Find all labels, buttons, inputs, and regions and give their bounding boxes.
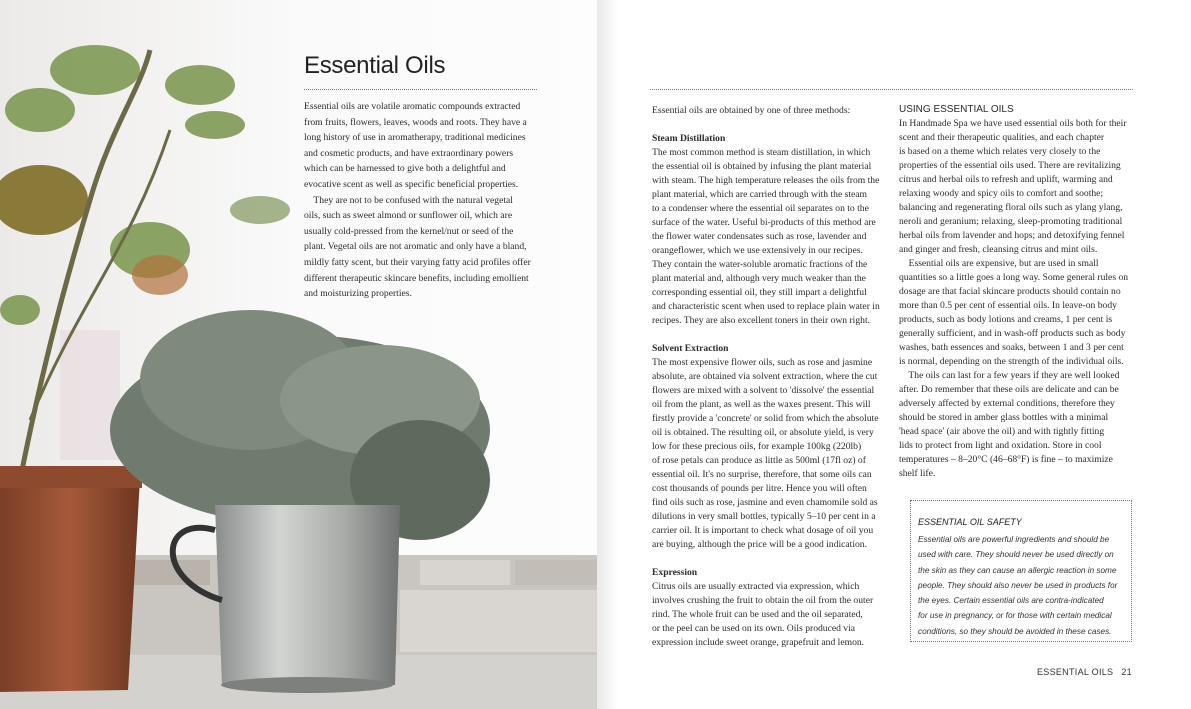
text-line: 'head space' (air above the oil) and with tightly fitting <box>899 426 1105 437</box>
footer-section: ESSENTIAL OILS <box>1036 667 1114 677</box>
text-line: expression include sweet orange, grapefruit and lemon. <box>652 637 865 648</box>
text-line: plant material and, although very much weaker than the <box>652 273 866 284</box>
text-line: the eyes. Certain essential oils are contra-indicated <box>918 596 1104 606</box>
text-line: relaxing woody and spicy oils to comfort and soothe; <box>899 188 1104 199</box>
subheading: Expression <box>652 567 698 578</box>
text-line: for use in pregnancy, or for those with certain medical <box>918 611 1112 621</box>
text-line: citrus and herbal oils to refresh and uplift, warming and <box>899 174 1113 185</box>
text-line <box>652 328 880 342</box>
text-line: herbal oils from lavender and hops; and detoxifying fennel <box>899 230 1125 241</box>
text-line: different therapeutic skincare benefits, including emollient <box>304 272 529 284</box>
text-line: is normal, depending on the strength of the individual oils. <box>899 356 1124 367</box>
text-line <box>652 552 880 566</box>
text-line: plant material, which are carried through with the steam <box>652 189 867 200</box>
text-line: evocative scent as well as specific beneficial properties. <box>304 178 519 190</box>
text-line: used with care. They should never be used directly on <box>918 550 1114 560</box>
safety-box <box>910 500 1132 642</box>
text-line: The most expensive flower oils, such as rose and jasmine <box>652 357 873 368</box>
text-line: oil is obtained. The resulting oil, or absolute yield, is very <box>652 427 874 438</box>
text-line: which can be harnessed to give both a delightful and <box>304 163 506 175</box>
text-line: dosage are that facial skincare products should contain no <box>899 286 1121 297</box>
intro-text <box>304 99 531 302</box>
text-line: conditions, so they should be avoided in these cases. <box>918 626 1112 636</box>
usage-column <box>899 117 1128 481</box>
text-line: and ginger and fresh, cleansing citrus and mint oils. <box>899 244 1098 255</box>
text-line: mildly fatty scent, but their varying fatty acid profiles offer <box>304 256 531 268</box>
text-line: Essential oils are obtained by one of three methods: <box>652 105 851 116</box>
text-line: oil from the plant, as well as the waxes present. This will <box>652 399 871 410</box>
text-line: is based on a theme which relates very closely to the <box>899 146 1101 157</box>
text-line: Essential oils are volatile aromatic compounds extracted <box>304 101 521 112</box>
safety-title: ESSENTIAL OIL SAFETY <box>918 517 1022 527</box>
text-line: low for these precious oils, for example 100kg (220lb) <box>652 441 862 452</box>
text-line: should be stored in amber glass bottles with a minimal <box>899 412 1109 423</box>
text-line: surface of the water. Useful bi-products of this method are <box>652 217 876 228</box>
text-line: usually cold-pressed from the kernel/nut or seed of the <box>304 225 514 237</box>
text-line: products, such as body lotions and creams, 1 per cent is <box>899 314 1113 325</box>
text-line: quantities so a little goes a long way. Some general rules on <box>899 272 1129 283</box>
text-line: essential oil. It's no surprise, therefore, that some oils can <box>652 469 872 480</box>
text-line: The most common method is steam distillation, in which <box>652 147 871 158</box>
text-line: of rose petals can produce as little as 500ml (17fl oz) of <box>652 455 866 466</box>
text-line: long history of use in aromatherapy, traditional medicines <box>304 132 526 144</box>
text-line: are buying, although the price will be a good indication. <box>652 539 868 550</box>
text-line: Essential oils are powerful ingredients and should be <box>918 535 1110 544</box>
text-line: after. Do remember that these oils are delicate and can be <box>899 384 1119 395</box>
text-line: Citrus oils are usually extracted via expression, which <box>652 581 860 592</box>
text-line: They are not to be confused with the natural vegetal <box>304 194 513 206</box>
text-line: more than 0.5 per cent of essential oils. In leave-on body <box>899 300 1117 311</box>
text-line: temperatures – 8–20°C (46–68°F) is fine – to maximize <box>899 454 1113 465</box>
text-line: balancing and regenerating floral oils such as ylang ylang, <box>899 202 1123 213</box>
header-divider <box>650 89 1133 90</box>
text-line: the essential oil is obtained by infusing the plant material <box>652 161 872 172</box>
text-line: oils, such as sweet almond or sunflower oil, which are <box>304 210 513 222</box>
text-line: In Handmade Spa we have used essential oils both for their <box>899 118 1127 129</box>
text-line: shelf life. <box>899 468 936 479</box>
page-number: 21 <box>1121 667 1132 677</box>
text-line: flowers are mixed with a solvent to 'dissolve' the essential <box>652 385 875 396</box>
text-line: absolute, are obtained via solvent extraction, where the cut <box>652 371 878 382</box>
title-divider <box>304 89 537 90</box>
text-line: involves crushing the fruit to obtain the oil from the outer <box>652 595 874 606</box>
text-line: from fruits, flowers, leaves, woods and roots. They have a <box>304 116 527 128</box>
text-line: and cosmetic products, and have extraordinary powers <box>304 147 514 159</box>
text-line: The oils can last for a few years if they are well looked <box>899 370 1120 381</box>
section-heading: USING ESSENTIAL OILS <box>899 104 1014 115</box>
page-title: Essential Oils <box>304 52 446 79</box>
text-line: and characteristic scent when used to replace plain water in <box>652 301 880 312</box>
subheading: Solvent Extraction <box>652 343 729 354</box>
text-line: orangeflower, which we use extensively in our recipes. <box>652 245 863 256</box>
text-line: carrier oil. It is important to check what dosage of oil you <box>652 525 874 536</box>
text-line: cost thousands of pounds per litre. Hence you will often <box>652 483 867 494</box>
text-line: people. They should also never be used in products for <box>918 580 1118 590</box>
text-line: firstly provide a 'concrete' or solid from which the absolute <box>652 413 879 424</box>
text-line: washes, bath essences and soaks, between 1 and 3 per cent <box>899 342 1124 353</box>
text-line: corresponding essential oil, they still impart a delightful <box>652 287 867 298</box>
text-line: the flower water condensates such as rose, lavender and <box>652 231 867 242</box>
text-line: the skin as they can cause an allergic reaction in some <box>918 565 1117 575</box>
text-line: scent and their therapeutic qualities, and each chapter <box>899 132 1105 143</box>
text-line: and moisturizing properties. <box>304 288 412 300</box>
text-line: properties of the essential oils used. There are revitalizing <box>899 160 1121 171</box>
book-gutter <box>597 0 619 709</box>
page-footer <box>1029 667 1132 677</box>
text-line: dilutions in very small bottles, typically 5–10 per cent in a <box>652 511 876 522</box>
text-line: Essential oils are expensive, but are used in small <box>899 258 1099 269</box>
text-line: adversely affected by external conditions, therefore they <box>899 398 1115 409</box>
text-line: recipes. They are also excellent toners in their own right. <box>652 315 871 326</box>
safety-text <box>918 532 1117 639</box>
text-line: neroli and geranium; relaxing, sleep-promoting traditional <box>899 216 1123 227</box>
text-line: to a condenser where the essential oil separates on to the <box>652 203 869 214</box>
text-line: with steam. The high temperature releases the oils from the <box>652 175 880 186</box>
text-line: or the peel can be used on its own. Oils produced via <box>652 623 856 634</box>
text-line: lids to protect from light and oxidation. Store in cool <box>899 440 1102 451</box>
subheading: Steam Distillation <box>652 133 726 144</box>
text-line <box>652 118 880 132</box>
text-line: rind. The whole fruit can be used and the oil separated, <box>652 609 863 620</box>
text-line: find oils such as rose, jasmine and even chamomile sold as <box>652 497 878 508</box>
text-line: They contain the water-soluble aromatic fractions of the <box>652 259 868 270</box>
methods-column <box>652 104 880 650</box>
text-line: generally sufficient, and in wash-off products such as body <box>899 328 1126 339</box>
text-line: plant. Vegetal oils are not aromatic and only have a bland, <box>304 241 527 253</box>
